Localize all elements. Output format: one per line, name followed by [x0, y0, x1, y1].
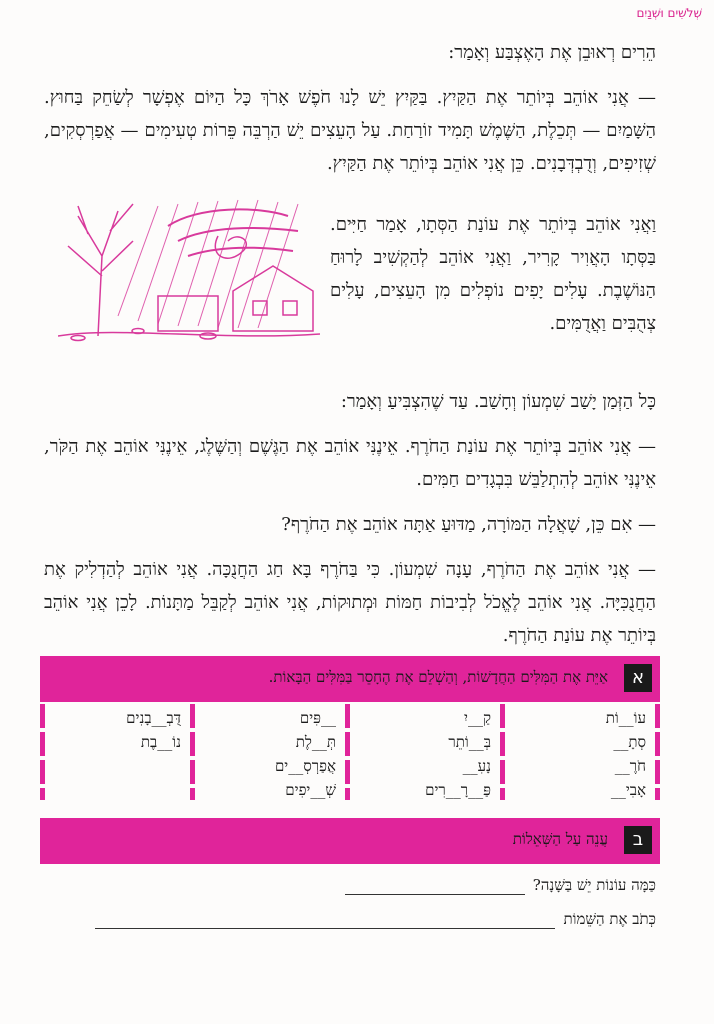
question-1-text: כַּמָּה עוֹנוֹת יֵשׁ בַּשָּׁנָה?: [532, 876, 656, 894]
word-item[interactable]: עוֹ__וֹת: [605, 709, 646, 727]
story-paragraph-3: וַאֲנִי אוֹהֵב בְּיוֹתֵר אֶת עוֹנַת הַסְּתָו, אָמַר חַיִּים. בַּסְּתָו הָאֲוִיר קָרִיר, וַאֲנִי אוֹהֵב לְהַקְשִׁיב לָרוּחַ הַנּוֹשֶׁבֶת. עָלִים יָפִים נוֹפְלִים מִן הָעֵצִים, עָלִים צְהֻבִּים וַאֲדֻמִּים.: [330, 214, 656, 334]
exercise-a-column-3: [195, 702, 350, 802]
autumn-illustration: [58, 196, 320, 344]
story-top: [44, 36, 656, 192]
exercise-a-grid: [40, 702, 660, 802]
word-item[interactable]: אֲפַרְסְ__ים: [274, 757, 336, 775]
story-paragraph-1: הֵרִים רְאוּבֵן אֶת הָאֶצְבַּע וְאָמַר:: [448, 42, 656, 63]
word-item[interactable]: נָעִ__: [462, 757, 491, 775]
answer-1-field[interactable]: [345, 878, 525, 895]
story-paragraph-7: — אֲנִי אוֹהֵב אֶת הַחֹרֶף, עָנָה שִׁמְעוֹן. כִּי בַּחֹרֶף בָּא חַג הַחֲנֻכָּה. אֲנִי אוֹהֵב לְהַדְלִיק אֶת הַחֲנֻכִּיָּה. אֲנִי אוֹהֵב לֶאֱכֹל לְבִיבוֹת חַמּוֹת וּמְתוּקוֹת, אֲנִי אוֹהֵב לְקַבֵּל מַתָּנוֹת. לָכֵן אֲנִי אוֹהֵב בְּיוֹתֵר אֶת עוֹנַת הַחֹרֶף.: [44, 559, 656, 646]
exercise-a-column-1: [505, 702, 660, 802]
page-number: שְׁלֹשִׁים וּשְׁנַיִם: [636, 6, 702, 20]
answer-2-field[interactable]: [95, 912, 555, 929]
question-2: [95, 910, 656, 929]
story-paragraph-4: כָּל הַזְּמַן יָשַׁב שִׁמְעוֹן וְחָשַׁב. עַד שֶׁהִצְבִּיעַ וְאָמַר:: [340, 391, 656, 412]
word-item[interactable]: חֹרֶ__: [614, 757, 646, 775]
word-item[interactable]: אָבִי__: [610, 781, 646, 799]
story-paragraph-2: — אֲנִי אוֹהֵב בְּיוֹתֵר אֶת הַקַּיִץ. בַּקַּיִץ יֵשׁ לָנוּ חֹפֶשׁ אָרֹךְ כָּל הַיּוֹם אֶפְשָׁר לְשַׂחֵק בַּחוּץ. הַשָּׁמַיִם — תְּכֵלֶת, הַשֶּׁמֶשׁ תָּמִיד זוֹרַחַת. עַל הָעֵצִים יֵשׁ הַרְבֵּה פֵּרוֹת טְעִימִים — אֲפַרְסְקִים, שְׁזִיפִים, וְדֻבְדְּבָנִים. כֵּן אֲנִי אוֹהֵב בְּיוֹתֵר אֶת הַקַּיִץ.: [44, 87, 656, 174]
word-item[interactable]: תְּ__לֶת: [295, 733, 336, 751]
story-paragraph-5: — אֲנִי אוֹהֵב בְּיוֹתֵר אֶת עוֹנַת הַחֹרֶף. אֵינֶנִּי אוֹהֵב אֶת הַגֶּשֶׁם וְהַשֶּׁלֶג, אֵינֶנִּי אוֹהֵב אֶת הַקֹּר, אֵינֶנִּי אוֹהֵב לְהִתְלַבֵּשׁ בִּבְגָדִים חַמִּים.: [44, 436, 656, 490]
word-item[interactable]: קַ__יִ: [464, 709, 491, 727]
question-1: [345, 876, 656, 895]
exercise-b-instruction: עֲנֵה עַל הַשְּׁאֵלוֹת: [512, 830, 608, 848]
exercise-a-column-2: [350, 702, 505, 802]
exercise-a-header: [40, 656, 660, 702]
word-item[interactable]: בְּ__וֹתֵר: [448, 733, 491, 751]
exercise-b-header: [40, 818, 660, 864]
word-item[interactable]: __פִּים: [299, 709, 336, 727]
word-item[interactable]: סְתָ__: [613, 733, 646, 751]
word-item[interactable]: נוֹ__בֶת: [140, 733, 181, 751]
word-item[interactable]: פַּ__רָ__רִים: [425, 781, 491, 799]
story-bottom: [44, 385, 656, 664]
exercise-a-letter: א: [624, 664, 652, 692]
exercise-a-instruction: אַיֵּת אֶת הַמִּלִּים הַחֲדָשׁוֹת, וְהַשְׁלֵם אֶת הֶחָסֵר בַּמִּלִּים הַבָּאוֹת.: [268, 668, 608, 686]
exercise-a-column-4: [40, 702, 195, 802]
word-item[interactable]: דֻּבְ__בָנִים: [126, 709, 181, 727]
word-item[interactable]: שְׁ__יפִים: [285, 781, 336, 799]
question-2-text: כְּתֹב אֶת הַשֵּׁמוֹת: [563, 910, 656, 928]
story-paragraph-6: — אִם כֵּן, שָׁאֲלָה הַמּוֹרָה, מַדּוּעַ אַתָּה אוֹהֵב אֶת הַחֹרֶף?: [281, 514, 656, 535]
exercise-b-letter: ב: [624, 826, 652, 854]
